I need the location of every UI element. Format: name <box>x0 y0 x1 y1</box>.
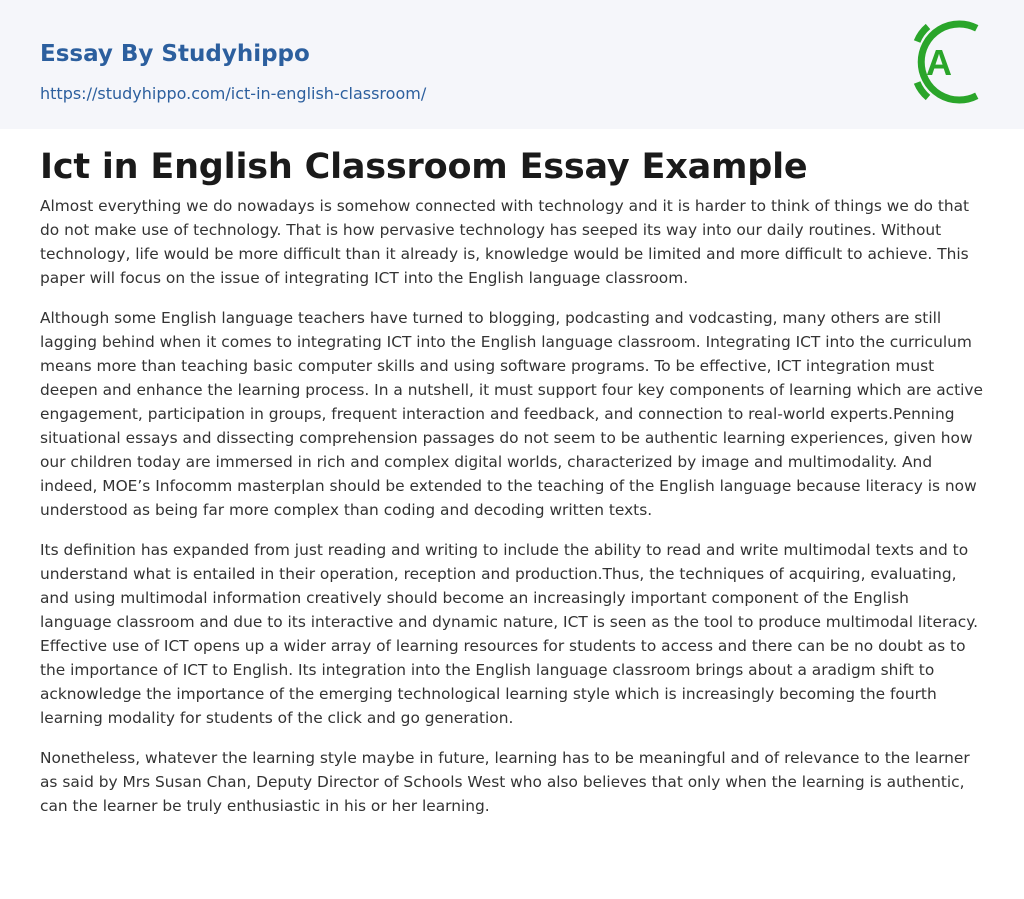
essay-paragraph: Its definition has expanded from just reading and writing to include the ability to read and write multimodal texts and to understand what is entailed in their operation, reception and production.Thus, the techniques of acquiring, evaluating, and using multimodal information creatively should become an increasingly important component of the English language classroom and due to its interactive and dynamic nature, ICT is seen as the tool to produce multimodal literacy. Effective use of ICT opens up a wider array of learning resources for students to access and there can be no doubt as to the importance of ICT to English. Its integration into the English language classroom brings about a aradigm shift to acknowledge the importance of the emerging technological learning style which is increasingly becoming the fourth learning modality for students of the click and go generation. <box>40 541 978 727</box>
essay-url-link[interactable]: https://studyhippo.com/ict-in-english-classroom/ <box>40 84 427 103</box>
essay-paragraph: Almost everything we do nowadays is somehow connected with technology and it is harder to think of things we do that do not make use of technology. That is how pervasive technology has seeped its way into our daily routines. Without technology, life would be more difficult than it already is, knowledge would be limited and more difficult to achieve. This paper will focus on the issue of integrating ICT into the English language classroom. <box>40 197 970 287</box>
essay-paragraph: Although some English language teachers have turned to blogging, podcasting and vodcasting, many others are still lagging behind when it comes to integrating ICT into the English language classroom. Integrating ICT into the curriculum means more than teaching basic computer skills and using software programs. To be effective, ICT integration must deepen and enhance the learning process. In a nutshell, it must support four key components of learning which are active engagement, participation in groups, frequent interaction and feedback, and connection to real-world experts.Penning situational essays and dissecting comprehension passages do not seem to be authentic learning experiences, given how our children today are immersed in rich and complex digital worlds, characterized by image and multimodality. And indeed, MOE’s Infocomm masterplan should be extended to the teaching of the English language because literacy is now understood as being far more complex than coding and decoding written texts. <box>40 309 984 519</box>
site-header <box>0 0 1024 129</box>
studyhippo-logo-icon[interactable] <box>912 19 986 105</box>
logo-letter: A <box>926 42 952 83</box>
page-title: Ict in English Classroom Essay Example <box>40 147 808 187</box>
site-brand-link[interactable]: Essay By Studyhippo <box>40 41 310 67</box>
essay-body <box>40 194 984 834</box>
essay-paragraph: Nonetheless, whatever the learning style maybe in future, learning has to be meaningful and of relevance to the learner as said by Mrs Susan Chan, Deputy Director of Schools West who also believes that only when the learning is authentic, can the learner be truly enthusiastic in his or her learning. <box>40 749 970 815</box>
